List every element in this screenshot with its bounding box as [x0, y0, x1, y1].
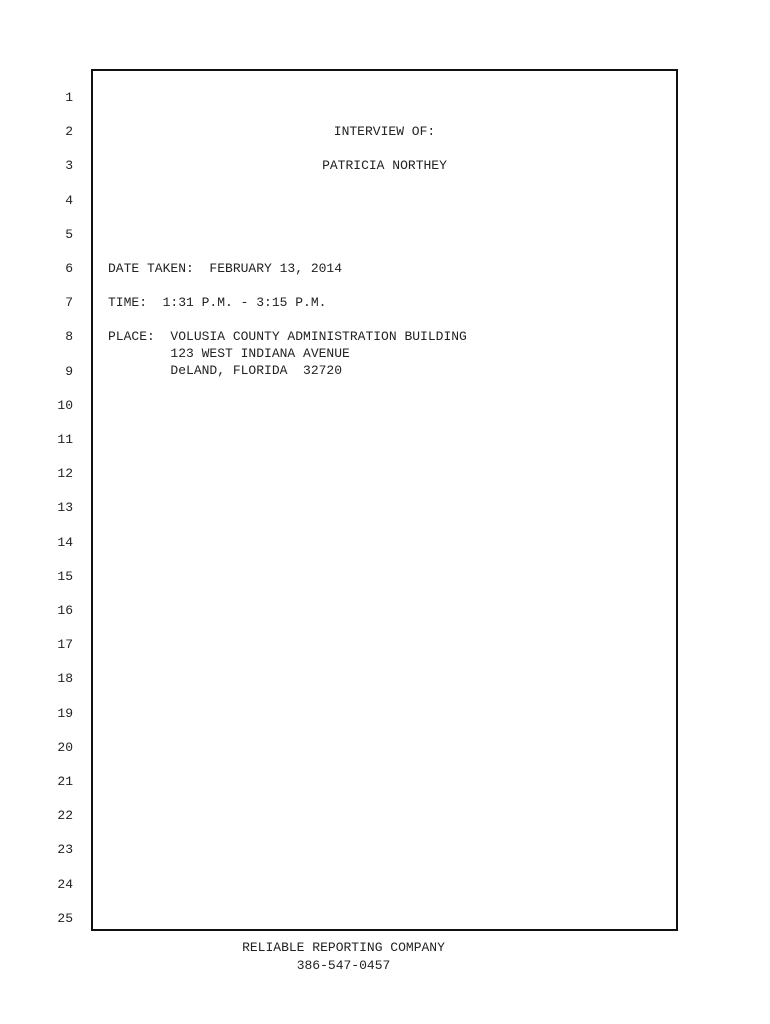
line-number: 17 [57, 637, 73, 652]
place-line-1: PLACE: VOLUSIA COUNTY ADMINISTRATION BUILDING [108, 329, 467, 344]
line-number: 6 [65, 261, 73, 276]
line-number: 18 [57, 671, 73, 686]
line-number: 22 [57, 808, 73, 823]
interviewee-name: PATRICIA NORTHEY [322, 158, 447, 173]
line-number: 13 [57, 500, 73, 515]
line-number: 1 [65, 90, 73, 105]
line-number: 9 [65, 364, 73, 379]
time-taken: TIME: 1:31 P.M. - 3:15 P.M. [108, 295, 327, 310]
line-number: 5 [65, 227, 73, 242]
line-number: 19 [57, 706, 73, 721]
line-number: 7 [65, 295, 73, 310]
line-number: 14 [57, 535, 73, 550]
place-line-3: DeLAND, FLORIDA 32720 [108, 363, 343, 378]
place-line-2: 123 WEST INDIANA AVENUE [108, 346, 350, 361]
line-number: 10 [57, 398, 73, 413]
line-number: 2 [65, 124, 73, 139]
line-number: 21 [57, 774, 73, 789]
footer-company: RELIABLE REPORTING COMPANY [242, 940, 445, 955]
footer-phone: 386-547-0457 [296, 958, 391, 973]
line-number: 8 [65, 329, 73, 344]
line-number: 24 [57, 877, 73, 892]
line-number: 11 [57, 432, 73, 447]
interview-title: INTERVIEW OF: [333, 124, 436, 139]
date-taken: DATE TAKEN: FEBRUARY 13, 2014 [108, 261, 343, 276]
line-number: 20 [57, 740, 73, 755]
line-number: 4 [65, 193, 73, 208]
line-number: 16 [57, 603, 73, 618]
line-number: 23 [57, 842, 73, 857]
line-number: 25 [57, 911, 73, 926]
line-number: 3 [65, 158, 73, 173]
page-border [91, 69, 678, 931]
line-number: 15 [57, 569, 73, 584]
line-number: 12 [57, 466, 73, 481]
